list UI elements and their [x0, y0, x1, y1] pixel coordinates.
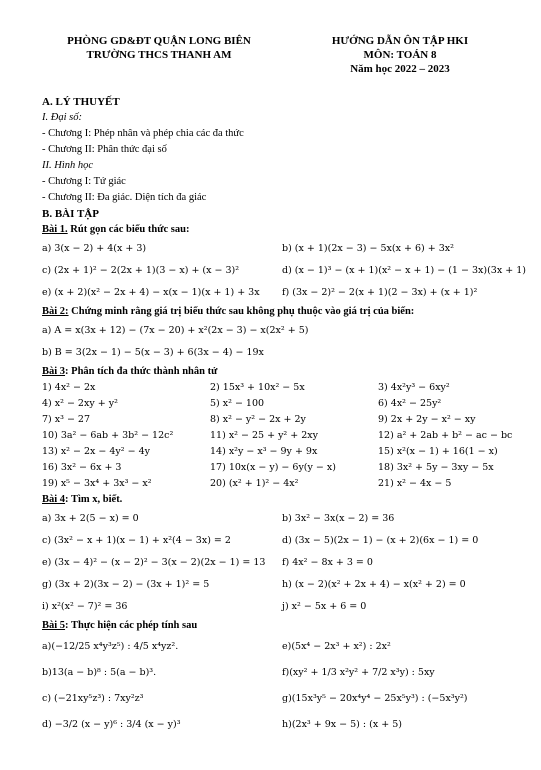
exercise-item: b) B = 3(2x − 1) − 5(x − 3) + 6(3x − 4) − 19x [42, 347, 264, 358]
exercise-row [42, 660, 512, 686]
school-name: TRƯỜNG THCS THANH AM [86, 49, 232, 61]
exercise-item: e) (3x − 4)² − (x − 2)² − 3(x − 2)(2x − 1) = 13 [42, 557, 266, 568]
exercise-5-title: : Thực hiện các phép tính sau [65, 620, 198, 631]
exercise-2-heading [42, 304, 512, 320]
exercise-5-grid [42, 634, 512, 738]
geometry-item: - Chương I: Tứ giác [42, 176, 126, 187]
exercise-4-title: : Tìm x, biết. [65, 494, 123, 505]
exercise-row [42, 530, 512, 552]
exercise-item: a) 3x + 2(5 − x) = 0 [42, 513, 139, 524]
exercise-item: a) 3(x − 2) + 4(x + 3) [42, 243, 147, 254]
exercise-item: a) A = x(3x + 12) − (7x − 20) + x²(2x − 3) − x(2x² + 5) [42, 325, 309, 336]
exercise-item: 10) 3a² − 6ab + 3b² − 12c² [42, 430, 174, 441]
exercise-5-label: Bài 5 [42, 620, 66, 631]
exercise-4-grid [42, 508, 512, 618]
exercise-item: 15) x²(x − 1) + 16(1 − x) [378, 446, 498, 457]
exercise-row [42, 260, 526, 282]
exercise-item: f)(xy² + 1/3 x²y² + 7/2 x³y) : 5xy [282, 667, 435, 678]
header-right [300, 34, 500, 76]
exercise-item: f) (3x − 2)² − 2(x + 1)(2 − 3x) + (x + 1)² [282, 287, 478, 298]
exercise-item: b)13(a − b)⁸ : 5(a − b)³. [42, 667, 157, 678]
exercise-item: 19) x⁵ − 3x⁴ + 3x³ − x² [42, 478, 152, 489]
exercise-item: h) (x − 2)(x² + 2x + 4) − x(x² + 2) = 0 [282, 579, 466, 590]
document-title: HƯỚNG DẪN ÔN TẬP HKI [331, 35, 469, 47]
exercise-item: i) x²(x² − 7)² = 36 [42, 601, 128, 612]
exercise-item: 2) 15x³ + 10x² − 5x [210, 382, 305, 393]
exercise-row [42, 596, 512, 618]
exercise-4-label: Bài 4 [42, 494, 66, 505]
exercise-row [42, 428, 512, 444]
header-left [54, 34, 264, 62]
exercise-item: e)(5x⁴ − 2x³ + x²) : 2x² [282, 641, 391, 652]
exercise-item: 14) x²y − x³ − 9y + 9x [210, 446, 318, 457]
exercise-item: 17) 10x(x − y) − 6y(y − x) [210, 462, 336, 473]
exercise-item: 12) a² + 2ab + b² − ac − bc [378, 430, 513, 441]
exercise-item: 8) x² − y² − 2x + 2y [210, 414, 306, 425]
exercise-item: 11) x² − 25 + y² + 2xy [210, 430, 319, 441]
exercise-item: c) (3x² − x + 1)(x − 1) + x²(4 − 3x) = 2 [42, 535, 231, 546]
exercise-item: j) x² − 5x + 6 = 0 [282, 601, 367, 612]
exercise-1-title: Rút gọn các biểu thức sau: [67, 224, 190, 235]
exercise-row [42, 380, 512, 396]
exercise-item: g) (3x + 2)(3x − 2) − (3x + 1)² = 5 [42, 579, 210, 590]
exercise-item: 20) (x² + 1)² − 4x² [210, 478, 299, 489]
exercise-item: 18) 3x² + 5y − 3xy − 5x [378, 462, 494, 473]
exercise-item: 3) 4x²y³ − 6xy² [378, 382, 450, 393]
exercise-item: a)(−12/25 x⁴y³z⁵) : 4/5 x⁴yz². [42, 641, 179, 652]
exercise-item: b) (x + 1)(2x − 3) − 5x(x + 6) + 3x² [282, 243, 454, 254]
exercise-item: h)(2x³ + 9x − 5) : (x + 5) [282, 719, 402, 730]
exercise-item: e) (x + 2)(x² − 2x + 4) − x(x − 1)(x + 1) + 3x [42, 287, 260, 298]
exercise-5-heading [42, 618, 512, 634]
exercise-item: c) (−21xy⁵z³) : 7xy²z³ [42, 693, 144, 704]
department-name: PHÒNG GD&ĐT QUẬN LONG BIÊN [67, 35, 251, 47]
exercise-3-grid [42, 380, 512, 492]
exercise-item: b) 3x² − 3x(x − 2) = 36 [282, 513, 395, 524]
geometry-heading: II. Hình học [42, 160, 94, 171]
exercise-row [42, 282, 512, 304]
exercise-4-heading [42, 492, 512, 508]
exercise-item: c) (2x + 1)² − 2(2x + 1)(3 − x) + (x − 3)² [42, 265, 240, 276]
exercise-item: 13) x² − 2x − 4y² − 4y [42, 446, 151, 457]
exercise-3-title: : Phân tích đa thức thành nhân tử [65, 366, 218, 377]
algebra-item: - Chương II: Phân thức đại số [42, 144, 167, 155]
exercise-row [42, 476, 512, 492]
theory-heading: A. LÝ THUYẾT [42, 96, 120, 108]
exercise-item: d) −3/2 (x − y)⁶ : 3/4 (x − y)³ [42, 719, 181, 730]
exercise-row [42, 686, 512, 712]
exercise-item: 7) x³ − 27 [42, 414, 91, 425]
algebra-item: - Chương I: Phép nhân và phép chia các đa thức [42, 128, 244, 139]
exercise-item: g)(15x³y⁵ − 20x⁴y⁴ − 25x⁵y³) : (−5x³y²) [282, 693, 468, 704]
exercise-item: 9) 2x + 2y − x² − xy [378, 414, 476, 425]
exercise-item: d) (x − 1)³ − (x + 1)(x² − x + 1) − (1 − 3x)(3x + 1) [282, 265, 526, 276]
exercise-2-label: Bài 2: [42, 306, 69, 317]
exercise-row [42, 238, 512, 260]
exercise-2-title: Chứng minh rằng giá trị biểu thức sau không phụ thuộc vào giá trị của biến: [68, 306, 415, 317]
exercise-row [42, 460, 512, 476]
exercise-item: 5) x² − 100 [210, 398, 265, 409]
school-year: Năm học 2022 – 2023 [350, 63, 450, 75]
exercises-heading: B. BÀI TẬP [42, 208, 99, 220]
exercise-row [42, 508, 512, 530]
exercise-row [42, 444, 512, 460]
subject-name: MÔN: TOÁN 8 [363, 49, 437, 61]
exercise-item: 6) 4x² − 25y² [378, 398, 442, 409]
exercise-row [42, 396, 512, 412]
exercise-item: 1) 4x² − 2x [42, 382, 96, 393]
exercise-row [42, 574, 512, 596]
exercise-item: f) 4x² − 8x + 3 = 0 [282, 557, 373, 568]
exercise-row [42, 412, 512, 428]
exercise-row [42, 712, 512, 738]
exercise-item: d) (3x − 5)(2x − 1) − (x + 2)(6x − 1) = 0 [282, 535, 479, 546]
exercise-1-label: Bài 1. [42, 224, 68, 235]
geometry-item: - Chương II: Đa giác. Diện tích đa giác [42, 192, 207, 203]
exercise-1-heading [42, 222, 512, 238]
exercise-3-heading [42, 364, 512, 380]
document-body [42, 94, 526, 738]
exercise-item: 16) 3x² − 6x + 3 [42, 462, 122, 473]
exercise-item: 21) x² − 4x − 5 [378, 478, 452, 489]
exercise-row [42, 634, 512, 660]
exercise-3-label: Bài 3 [42, 366, 66, 377]
exercise-item: 4) x² − 2xy + y² [42, 398, 118, 409]
exercise-row [42, 552, 512, 574]
algebra-heading: I. Đại số: [42, 112, 82, 123]
